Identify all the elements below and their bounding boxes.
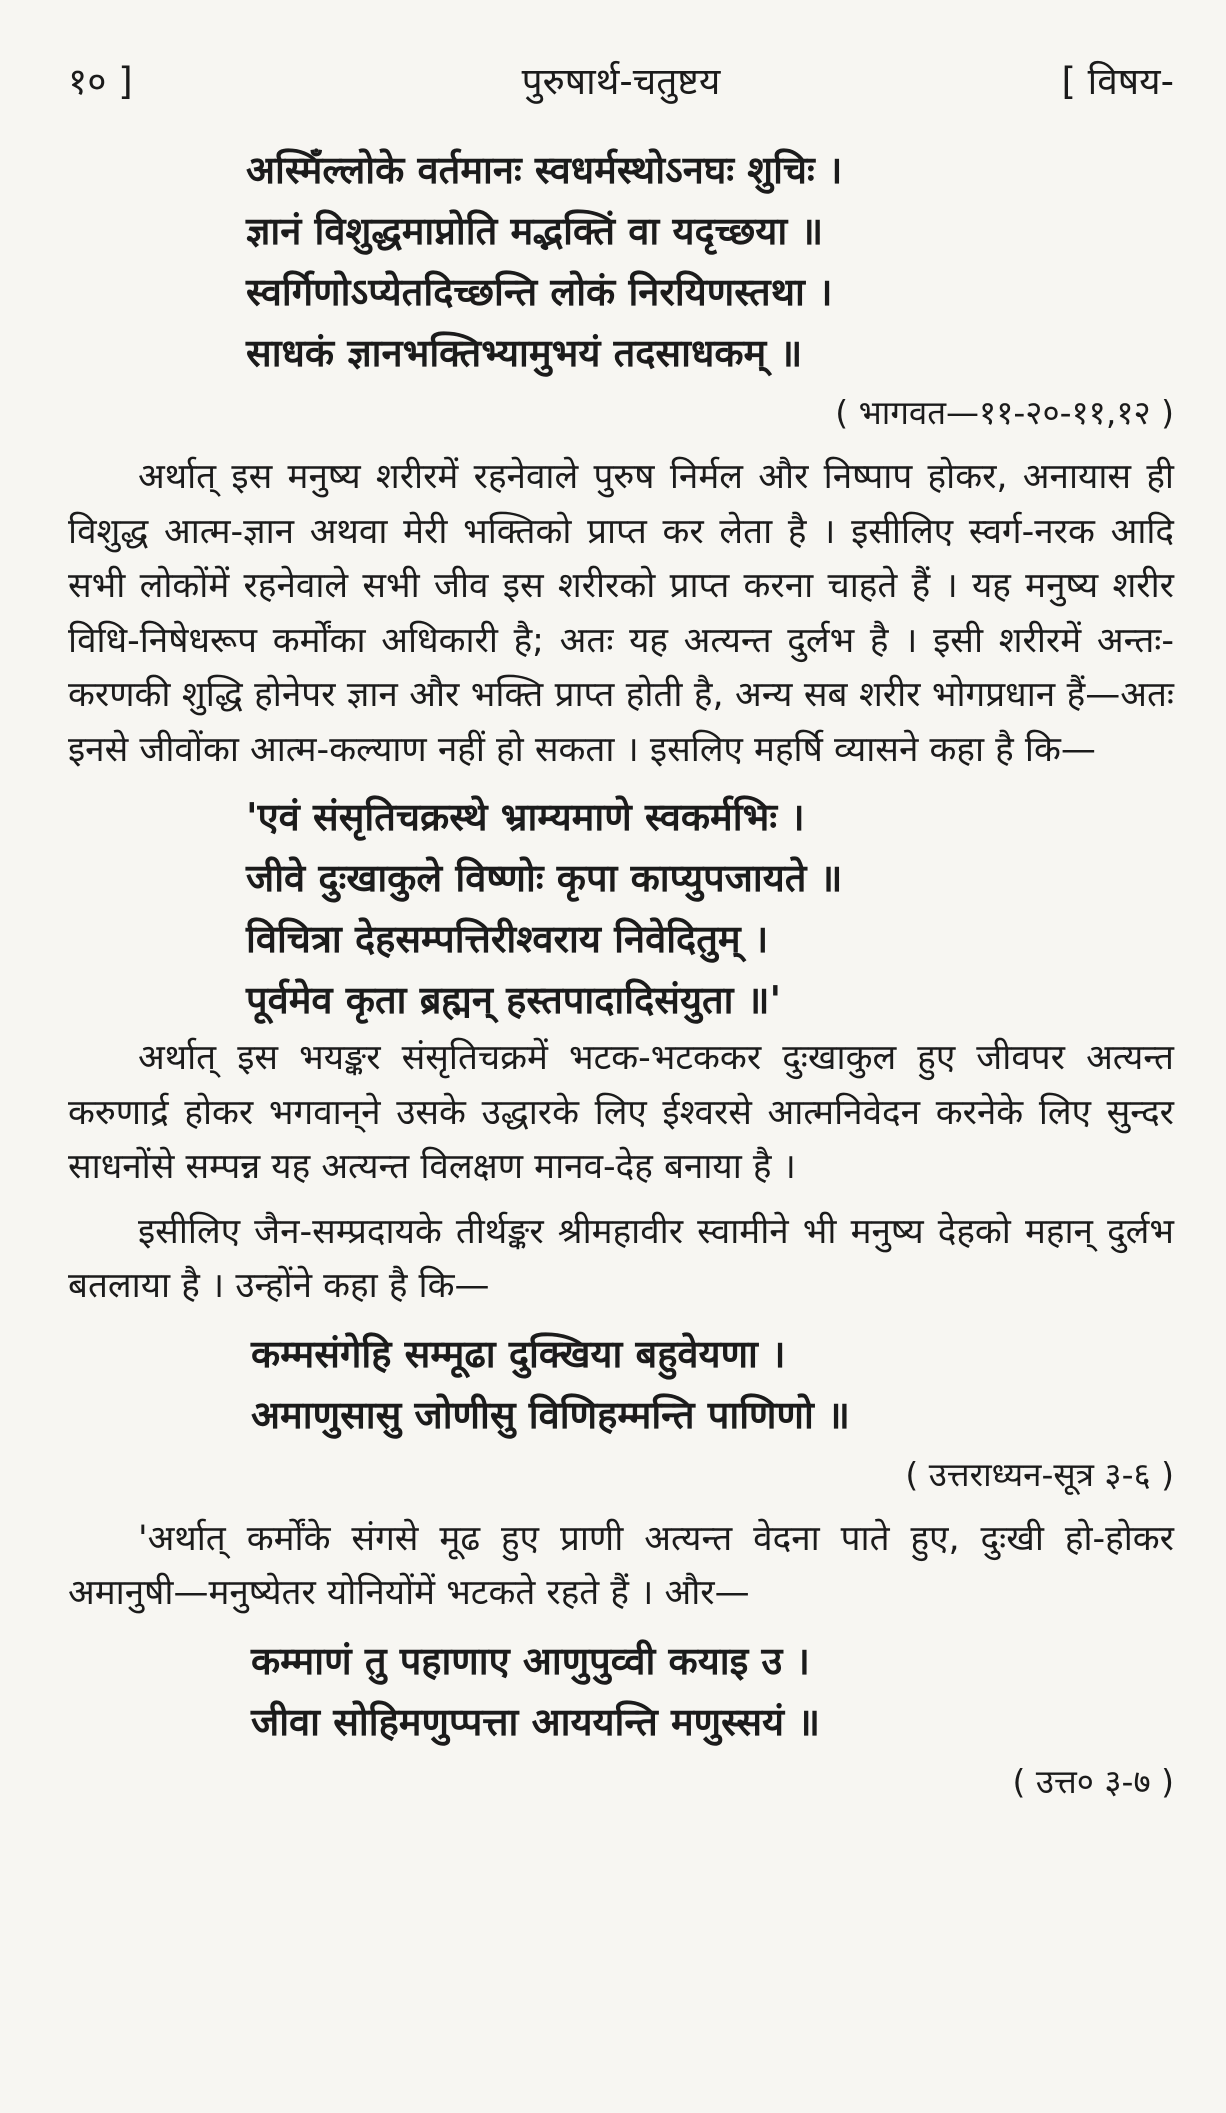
verse-line: कम्माणं तु पहाणाए आणुपुव्वी कयाइ उ । [251, 1638, 810, 1683]
page-number: १० ] [68, 60, 133, 103]
verse-source: ( भागवत—११-२०-११,१२ ) [835, 393, 1174, 432]
verse-uttaradhyayana [68, 1324, 1174, 1446]
running-header [68, 52, 1174, 112]
verse-bhagavata [68, 140, 1174, 384]
verse-line: पूर्वमेव कृता ब्रह्मन् हस्तपादादिसंयुता ॥' [246, 978, 782, 1022]
verse-line: कम्मसंगेहि सम्मूढा दुक्खिया बहुवेयणा । [251, 1331, 786, 1376]
verse-line: ज्ञानं विशुद्धमाप्नोति मद्भक्तिं वा यदृच्छया ॥ [246, 209, 824, 253]
verse-line: साधकं ज्ञानभक्तिभ्यामुभयं तदसाधकम् ॥ [246, 331, 803, 375]
verse-source: ( उत्त० ३-७ ) [1012, 1761, 1174, 1801]
verse-uttaradhyayana-2 [68, 1631, 1174, 1753]
running-title: पुरुषार्थ-चतुष्टय [521, 60, 721, 103]
verse-line: 'एवं संसृतिचक्रस्थे भ्राम्यमाणे स्वकर्मभिः । [246, 795, 805, 839]
verse-line: अमाणुसासु जोणीसु विणिहम्मन्ति पाणिणो ॥ [251, 1392, 850, 1437]
page-body [68, 140, 1174, 1819]
verse-line: स्वर्गिणोऽप्येतदिच्छन्ति लोकं निरयिणस्तथा । [246, 270, 833, 314]
section-label: [ विषय- [1061, 60, 1174, 103]
meaning-paragraph: अर्थात् इस मनुष्य शरीरमें रहनेवाले पुरुष निर्मल और निष्पाप होकर, अनायास ही विशुद्ध आत्म-ज्ञान अथवा मेरी भक्तिको प्राप्त कर लेता है । इसीलिए स्वर्ग-नरक आदि सभी लोकोंमें रहनेवाले सभी जीव इस शरीरको प्राप्त करना चाहते हैं । यह मनुष्य शरीर विधि-निषेधरूप कर्मोंका अधिकारी है; अतः यह अत्यन्त दुर्लभ है । इसी शरीरमें अन्तः-करणकी शुद्धि होनेपर ज्ञान और भक्ति प्राप्त होती है, अन्य सब शरीर भोगप्रधान हैं—अतः इनसे जीवोंका आत्म-कल्याण नहीं हो सकता । इसलिए महर्षि व्यासने कहा है कि— [68, 457, 1174, 770]
verse-line: विचित्रा देहसम्पत्तिरीश्वराय निवेदितुम् । [246, 917, 769, 961]
verse-line: जीवा सोहिमणुप्पत्ता आययन्ति मणुस्सयं ॥ [251, 1699, 821, 1744]
verse-vyasa [68, 787, 1174, 1031]
meaning-paragraph: अर्थात् इस भयङ्कर संसृतिचक्रमें भटक-भटककर दुःखाकुल हुए जीवपर अत्यन्त करुणार्द्र होकर भगवान्‌ने उसके उद्धारके लिए ईश्वरसे आत्मनिवेदन करनेके लिए सुन्दर साधनोंसे सम्पन्न यह अत्यन्त विलक्षण मानव-देह बनाया है । [68, 1038, 1174, 1187]
verse-line: जीवे दुःखाकुले विष्णोः कृपा काप्युपजायते ॥ [246, 856, 843, 900]
meaning-paragraph: 'अर्थात् कर्मोंके संगसे मूढ हुए प्राणी अत्यन्त वेदना पाते हुए, दुःखी हो-होकर अमानुषी—मनुष्येतर योनियोंमें भटकते रहते हैं । और— [68, 1518, 1174, 1613]
intro-paragraph: इसीलिए जैन-सम्प्रदायके तीर्थङ्कर श्रीमहावीर स्वामीने भी मनुष्य देहको महान् दुर्लभ बतलाया है । उन्होंने कहा है कि— [68, 1211, 1174, 1306]
verse-line: अस्मिँल्लोके वर्तमानः स्वधर्मस्थोऽनघः शुचिः । [246, 148, 843, 192]
verse-source: ( उत्तराध्यन-सूत्र ३-६ ) [905, 1454, 1174, 1494]
